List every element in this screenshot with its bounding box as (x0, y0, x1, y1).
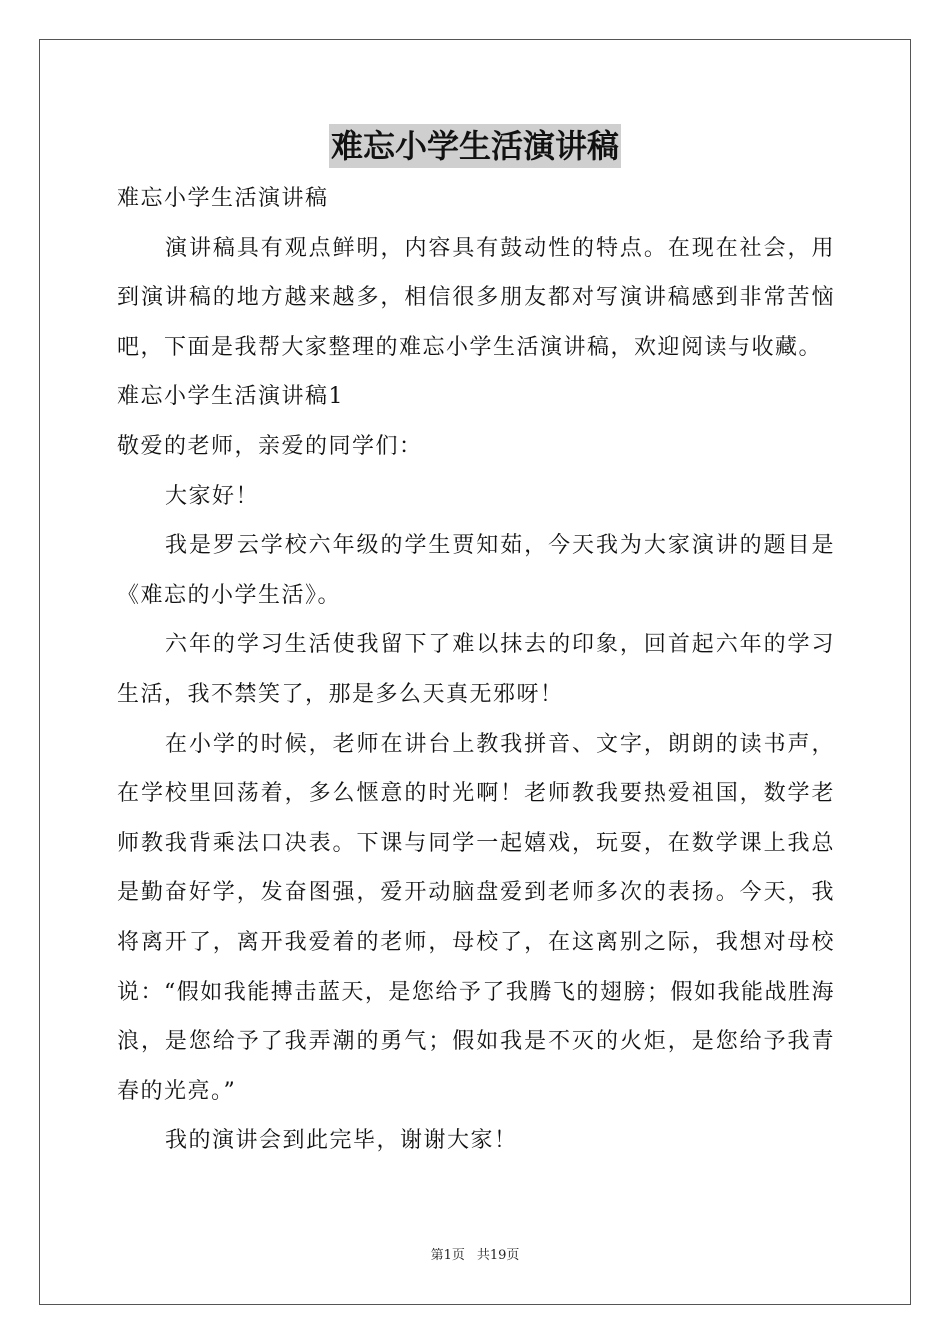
document-title: 难忘小学生活演讲稿 (329, 124, 621, 168)
salutation: 敬爱的老师，亲爱的同学们： (117, 433, 423, 459)
body-paragraph-3: 在小学的时候，老师在讲台上教我拼音、文字，朗朗的读书声，在学校里回荡着，多么惬意的时光啊！老师教我要热爱祖国，数学老师教我背乘法口决表。下课与同学一起嬉戏，玩耍，在数学课上我总是勤奋好学，发奋图强，爱开动脑盘爱到老师多次的表扬。今天，我将离开了，离开我爱着的老师，母校了，在这离别之际，我想对母校说：“假如我能搏击蓝天，是您给予了我腾飞的翅膀；假如我能战胜海浪，是您给予了我弄潮的勇气；假如我是不灭的火炬，是您给予我青春的光亮。” (117, 731, 835, 1104)
greeting: 大家好！ (165, 483, 260, 509)
title-container (0, 124, 950, 168)
page-footer (0, 1247, 950, 1265)
page-total: 共19页 (476, 1248, 520, 1263)
page-number: 第1页 (430, 1248, 465, 1263)
body-paragraph-1: 我是罗云学校六年级的学生贾知茹，今天我为大家演讲的题目是《难忘的小学生活》。 (117, 533, 835, 608)
document-body (117, 174, 835, 1166)
document-subtitle: 难忘小学生活演讲稿 (117, 186, 329, 211)
section-heading: 难忘小学生活演讲稿1 (117, 384, 344, 410)
body-paragraph-2: 六年的学习生活使我留下了难以抹去的印象，回首起六年的学习生活，我不禁笑了，那是多么天真无邪呀！ (117, 632, 835, 707)
intro-paragraph: 演讲稿具有观点鲜明，内容具有鼓动性的特点。在现在社会，用到演讲稿的地方越来越多，相信很多朋友都对写演讲稿感到非常苦恼吧，下面是我帮大家整理的难忘小学生活演讲稿，欢迎阅读与收藏。 (117, 235, 835, 360)
body-paragraph-4: 我的演讲会到此完毕，谢谢大家！ (165, 1128, 518, 1154)
